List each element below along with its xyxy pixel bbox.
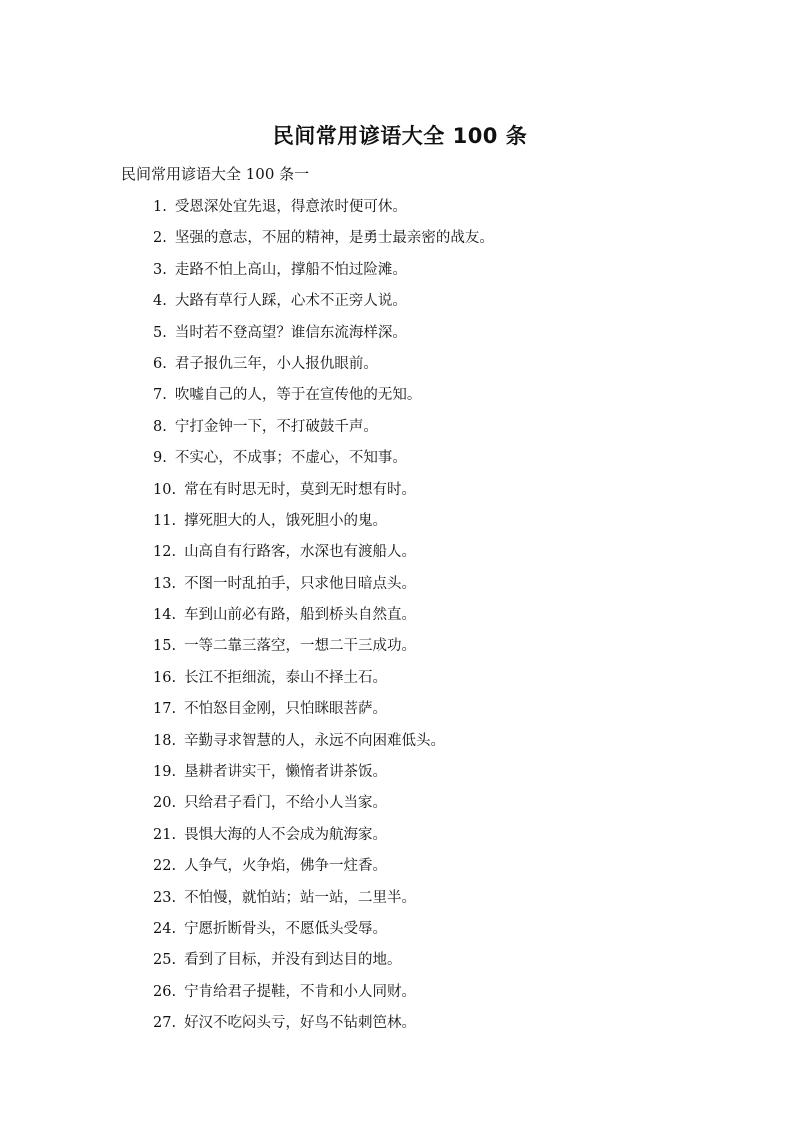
proverb-list — [153, 196, 494, 1044]
list-item-text: 当时若不登高望？谁信东流海样深。 — [174, 324, 407, 341]
list-item — [153, 604, 494, 635]
list-item-number: 18. — [153, 732, 177, 749]
list-item-number: 22. — [153, 858, 177, 875]
list-item-text: 宁肯给君子提鞋，不肯和小人同财。 — [184, 983, 417, 1000]
list-item — [153, 667, 494, 698]
list-item-text: 一等二靠三落空，一想二干三成功。 — [184, 638, 417, 655]
list-item-number: 16. — [153, 669, 177, 686]
list-item-number: 4. — [153, 293, 167, 310]
list-item-number: 11. — [153, 512, 177, 529]
list-item-text: 看到了目标，并没有到达目的地。 — [184, 952, 402, 969]
list-item-text: 垦耕者讲实干，懒惰者讲茶饭。 — [184, 764, 388, 781]
list-item-number: 15. — [153, 638, 177, 655]
list-item — [153, 447, 494, 478]
list-item — [153, 887, 494, 918]
list-item-text: 常在有时思无时，莫到无时想有时。 — [184, 481, 417, 498]
list-item-number: 7. — [153, 387, 167, 404]
list-item-text: 大路有草行人踩，心术不正旁人说。 — [174, 293, 407, 310]
list-item-text: 畏惧大海的人不会成为航海家。 — [184, 826, 388, 843]
list-item-text: 车到山前必有路，船到桥头自然直。 — [184, 607, 417, 624]
list-item-text: 不怕慢，就怕站；站一站，二里半。 — [184, 889, 417, 906]
list-item — [153, 792, 494, 823]
list-item-number: 1. — [153, 199, 167, 215]
list-item — [153, 918, 494, 949]
list-item-text: 撑死胆大的人，饿死胆小的鬼。 — [184, 512, 388, 529]
list-item — [153, 635, 494, 666]
list-item-text: 宁打金钟一下，不打破鼓千声。 — [174, 418, 378, 435]
list-item-text: 山高自有行路客，水深也有渡船人。 — [184, 544, 417, 561]
list-item-number: 20. — [153, 795, 177, 812]
list-item-number: 14. — [153, 607, 177, 624]
list-item-text: 君子报仇三年，小人报仇眼前。 — [174, 355, 378, 372]
list-item — [153, 227, 494, 258]
list-item — [153, 981, 494, 1012]
list-item-text: 辛勤寻求智慧的人，永远不向困难低头。 — [184, 732, 446, 749]
list-item-text: 人争气，火争焰，佛争一炷香。 — [184, 858, 388, 875]
list-item — [153, 259, 494, 290]
list-item-text: 吹嘘自己的人，等于在宣传他的无知。 — [174, 387, 422, 404]
list-item-text: 不怕怒目金刚，只怕眯眼菩萨。 — [184, 701, 388, 718]
list-item-text: 长江不拒细流，泰山不择土石。 — [184, 669, 388, 686]
list-item-number: 3. — [153, 261, 167, 278]
list-item — [153, 1012, 494, 1043]
list-item — [153, 384, 494, 415]
list-item — [153, 541, 494, 572]
list-item-number: 23. — [153, 889, 177, 906]
list-item — [153, 730, 494, 761]
list-item — [153, 855, 494, 886]
list-item-number: 17. — [153, 701, 177, 718]
list-item — [153, 322, 494, 353]
list-item — [153, 510, 494, 541]
list-item-text: 不图一时乱拍手，只求他日暗点头。 — [184, 575, 417, 592]
list-item-text: 宁愿折断骨头，不愿低头受辱。 — [184, 920, 388, 937]
list-item-number: 19. — [153, 764, 177, 781]
list-item-text: 坚强的意志，不屈的精神，是勇士最亲密的战友。 — [174, 230, 494, 247]
list-item — [153, 573, 494, 604]
list-item-number: 5. — [153, 324, 167, 341]
list-item-number: 26. — [153, 983, 177, 1000]
list-item — [153, 698, 494, 729]
list-item-text: 受恩深处宜先退，得意浓时便可休。 — [174, 199, 407, 215]
list-item-text: 只给君子看门，不给小人当家。 — [184, 795, 388, 812]
list-item-number: 12. — [153, 544, 177, 561]
list-item — [153, 196, 494, 227]
section-heading: 民间常用谚语大全 100 条一 — [121, 165, 310, 183]
list-item — [153, 761, 494, 792]
list-item-number: 21. — [153, 826, 177, 843]
list-item-number: 8. — [153, 418, 167, 435]
list-item-number: 27. — [153, 1015, 177, 1032]
list-item-number: 25. — [153, 952, 177, 969]
list-item-text: 走路不怕上高山，撑船不怕过险滩。 — [174, 261, 407, 278]
list-item — [153, 416, 494, 447]
list-item-number: 24. — [153, 920, 177, 937]
list-item — [153, 479, 494, 510]
list-item-number: 10. — [153, 481, 177, 498]
page-title: 民间常用谚语大全 100 条 — [272, 124, 528, 148]
list-item-number: 2. — [153, 230, 167, 247]
list-item — [153, 353, 494, 384]
list-item-number: 6. — [153, 355, 167, 372]
list-item-text: 不实心，不成事；不虚心，不知事。 — [174, 450, 407, 467]
list-item-number: 13. — [153, 575, 177, 592]
list-item-number: 9. — [153, 450, 167, 467]
list-item-text: 好汉不吃闷头亏，好鸟不钻刺笆林。 — [184, 1015, 417, 1032]
list-item — [153, 824, 494, 855]
list-item — [153, 949, 494, 980]
list-item — [153, 290, 494, 321]
